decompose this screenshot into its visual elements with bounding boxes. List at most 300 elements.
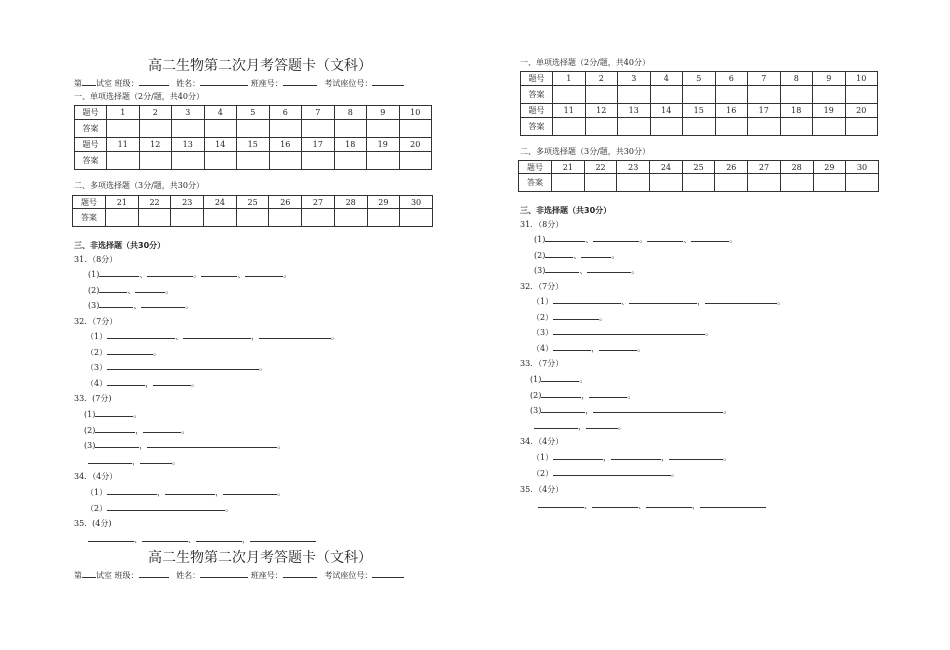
answer-cell[interactable] <box>618 118 651 136</box>
answer-blank[interactable] <box>250 534 316 542</box>
table-row <box>521 118 878 136</box>
table-row <box>75 120 432 138</box>
part-label: (2) <box>88 286 100 295</box>
part-label: (1) <box>534 235 546 244</box>
answer-blank[interactable] <box>107 378 145 386</box>
answer-cell[interactable] <box>139 120 172 138</box>
q-number-cell: 27 <box>748 161 781 174</box>
answer-cell[interactable] <box>813 118 846 136</box>
answer-blank[interactable] <box>599 343 637 351</box>
punct: 。 <box>153 348 162 357</box>
answer-blank[interactable] <box>553 343 591 351</box>
answer-cell[interactable] <box>399 152 432 170</box>
punct: 。 <box>259 363 268 372</box>
table-row <box>521 104 878 118</box>
answer-cell[interactable] <box>748 86 781 104</box>
punct: 。 <box>611 251 620 260</box>
answer-blank[interactable] <box>647 234 683 242</box>
name-label: 姓名： <box>176 571 201 580</box>
answer-cell[interactable] <box>780 118 813 136</box>
answer-cell[interactable] <box>748 174 781 192</box>
answer-blank[interactable] <box>592 500 638 508</box>
punct: 。 <box>283 270 292 279</box>
answer-cell[interactable] <box>683 118 716 136</box>
answer-cell[interactable] <box>334 152 367 170</box>
answer-blank[interactable] <box>135 285 165 293</box>
punct: ， <box>139 441 148 450</box>
answer-blank[interactable] <box>593 234 639 242</box>
q-number-cell: 25 <box>236 196 269 209</box>
part-label: （2） <box>532 313 554 322</box>
punct: 。 <box>277 441 286 450</box>
q33-part3-cont <box>534 421 626 432</box>
q33-part2 <box>530 390 635 401</box>
q34-head: 34．（4分） <box>74 472 118 481</box>
answer-blank[interactable] <box>705 296 777 304</box>
answer-cell[interactable] <box>813 86 846 104</box>
answer-cell[interactable] <box>682 174 715 192</box>
answer-blank[interactable] <box>99 269 139 277</box>
q-number-cell: 7 <box>302 106 335 120</box>
punct: ， <box>251 332 260 341</box>
q32-part2 <box>532 312 607 323</box>
class-blank[interactable] <box>139 569 169 578</box>
q-number-cell: 11 <box>107 138 140 152</box>
q-number-cell: 29 <box>813 161 846 174</box>
answer-cell[interactable] <box>650 86 683 104</box>
answer-cell[interactable] <box>367 120 400 138</box>
answer-blank[interactable] <box>107 503 225 511</box>
q-number-cell: 30 <box>400 196 433 209</box>
answer-blank[interactable] <box>99 300 133 308</box>
answer-cell[interactable] <box>204 209 237 227</box>
part-label: (1) <box>530 375 542 384</box>
q32-head: 32．（7分） <box>74 317 118 326</box>
punct: ， <box>157 488 166 497</box>
punct: 。 <box>277 488 286 497</box>
q-number-cell: 19 <box>367 138 400 152</box>
part-label: (2) <box>84 426 96 435</box>
answer-cell[interactable] <box>552 174 585 192</box>
name-blank[interactable] <box>200 77 248 86</box>
answer-cell[interactable] <box>172 120 205 138</box>
answer-blank[interactable] <box>553 452 603 460</box>
answer-blank[interactable] <box>545 250 573 258</box>
q-number-cell: 1 <box>553 72 586 86</box>
q-number-cell: 17 <box>748 104 781 118</box>
answer-cell[interactable] <box>650 174 683 192</box>
answer-cell[interactable] <box>172 152 205 170</box>
answer-cell[interactable] <box>683 86 716 104</box>
q32-part4 <box>86 378 199 389</box>
a-label-cell: 答案 <box>75 152 107 170</box>
answer-cell[interactable] <box>269 209 302 227</box>
q31-head: 31．（8分） <box>520 220 564 229</box>
answer-blank[interactable] <box>153 378 191 386</box>
a-label-cell: 答案 <box>521 118 553 136</box>
q-number-cell: 5 <box>237 106 270 120</box>
name-label: 姓名： <box>176 79 201 88</box>
answer-cell[interactable] <box>715 86 748 104</box>
answer-blank[interactable] <box>142 534 188 542</box>
answer-cell[interactable] <box>236 209 269 227</box>
seat-blank[interactable] <box>283 569 317 578</box>
answer-blank[interactable] <box>541 405 585 413</box>
q-number-cell: 6 <box>715 72 748 86</box>
answer-cell[interactable] <box>399 120 432 138</box>
answer-cell[interactable] <box>204 120 237 138</box>
q-number-cell: 19 <box>813 104 846 118</box>
q33-part2 <box>84 425 189 436</box>
punct: 。 <box>133 410 142 419</box>
a-label-cell: 答案 <box>75 120 107 138</box>
answer-blank[interactable] <box>545 265 579 273</box>
room-prefix: 第 <box>74 571 82 580</box>
punct: 。 <box>723 453 732 462</box>
answer-cell[interactable] <box>748 118 781 136</box>
left-nonchoice-title: 三、非选择题（共30分） <box>74 241 166 250</box>
punct: 。 <box>627 391 636 400</box>
answer-cell[interactable] <box>585 86 618 104</box>
answer-blank[interactable] <box>196 534 242 542</box>
answer-cell[interactable] <box>269 120 302 138</box>
answer-blank[interactable] <box>611 452 661 460</box>
class-blank[interactable] <box>139 77 169 86</box>
q34-part2 <box>86 503 233 514</box>
answer-blank[interactable] <box>553 468 671 476</box>
answer-cell[interactable] <box>780 86 813 104</box>
punct: ， <box>132 457 140 466</box>
q-label-cell: 题号 <box>521 72 553 86</box>
punct: 、 <box>188 535 196 544</box>
answer-blank[interactable] <box>88 534 134 542</box>
q-label-cell: 题号 <box>519 161 552 174</box>
answer-cell[interactable] <box>302 120 335 138</box>
answer-cell[interactable] <box>618 86 651 104</box>
answer-blank[interactable] <box>586 421 618 429</box>
punct: 。 <box>579 375 588 384</box>
right-multi-choice-table <box>518 160 879 192</box>
room-suffix: 试室 <box>96 571 112 580</box>
answer-cell[interactable] <box>617 174 650 192</box>
punct: 、 <box>585 235 594 244</box>
q-number-cell: 25 <box>682 161 715 174</box>
punct: 。 <box>185 301 194 310</box>
q32-part3 <box>532 327 713 338</box>
right-nonchoice-title: 三、非选择题（共30分） <box>520 206 612 215</box>
q-number-cell: 9 <box>813 72 846 86</box>
room-prefix: 第 <box>74 79 82 88</box>
answer-blank[interactable] <box>259 331 331 339</box>
answer-cell[interactable] <box>334 209 367 227</box>
answer-cell[interactable] <box>845 86 878 104</box>
punct: 。 <box>165 286 174 295</box>
table-row <box>521 72 878 86</box>
q-number-cell: 17 <box>302 138 335 152</box>
answer-blank[interactable] <box>534 421 578 429</box>
part-label: （3） <box>532 328 554 337</box>
answer-blank[interactable] <box>245 269 283 277</box>
room-blank[interactable] <box>82 569 96 578</box>
left-bottom-title: 高二生物第二次月考答题卡（文科） <box>148 550 372 566</box>
q34-part1 <box>86 487 285 498</box>
room-blank[interactable] <box>82 77 96 86</box>
answer-cell[interactable] <box>585 118 618 136</box>
punct: 。 <box>705 328 714 337</box>
exam-seat-label: 考试座位号： <box>324 571 373 580</box>
q31-part3 <box>88 300 193 311</box>
part-label: (3) <box>530 406 542 415</box>
punct: 。 <box>193 270 202 279</box>
q-number-cell: 28 <box>780 161 813 174</box>
right-multi-choice-title: 二、多项选择题（3分/题，共30分） <box>520 147 650 156</box>
punct: ， <box>242 535 250 544</box>
q-number-cell: 7 <box>748 72 781 86</box>
table-row <box>519 174 879 192</box>
answer-cell[interactable] <box>780 174 813 192</box>
room-suffix: 试室 <box>96 79 112 88</box>
answer-blank[interactable] <box>587 265 631 273</box>
answer-blank[interactable] <box>646 500 692 508</box>
answer-blank[interactable] <box>589 390 627 398</box>
punct: ， <box>581 391 590 400</box>
q-number-cell: 15 <box>237 138 270 152</box>
q31-part2 <box>88 285 173 296</box>
answer-cell[interactable] <box>400 209 433 227</box>
q-number-cell: 4 <box>650 72 683 86</box>
punct: 。 <box>618 422 626 431</box>
part-label: (3) <box>534 266 546 275</box>
punct: 。 <box>331 332 340 341</box>
punct: 、 <box>175 332 184 341</box>
q-label-cell: 题号 <box>75 138 107 152</box>
name-blank[interactable] <box>200 569 248 578</box>
answer-cell[interactable] <box>650 118 683 136</box>
q32-part1 <box>532 296 785 307</box>
q33-part3 <box>530 405 731 416</box>
punct: 、 <box>573 251 582 260</box>
answer-blank[interactable] <box>541 390 581 398</box>
q-number-cell: 8 <box>334 106 367 120</box>
seat-label: 班座号： <box>250 79 283 88</box>
answer-cell[interactable] <box>367 152 400 170</box>
left-multi-choice-title: 二、多项选择题（3分/题，共30分） <box>74 181 204 190</box>
answer-cell[interactable] <box>171 209 204 227</box>
punct: 。 <box>191 379 200 388</box>
answer-blank[interactable] <box>201 269 237 277</box>
q31-part1 <box>88 269 291 280</box>
q-number-cell: 21 <box>552 161 585 174</box>
q-label-cell: 题号 <box>73 196 106 209</box>
q33-head: 33．（7分） <box>520 359 564 368</box>
answer-cell[interactable] <box>846 174 879 192</box>
table-row <box>519 161 879 174</box>
q32-part4 <box>532 343 645 354</box>
table-row <box>75 106 432 120</box>
punct: 。 <box>723 406 732 415</box>
answer-blank[interactable] <box>581 250 611 258</box>
answer-cell[interactable] <box>845 118 878 136</box>
answer-blank[interactable] <box>147 440 277 448</box>
q-number-cell: 4 <box>204 106 237 120</box>
answer-blank[interactable] <box>143 425 181 433</box>
punct: ， <box>135 426 144 435</box>
answer-blank[interactable] <box>538 500 584 508</box>
part-label: （1） <box>86 332 108 341</box>
q-number-cell: 15 <box>683 104 716 118</box>
answer-blank[interactable] <box>95 409 133 417</box>
punct: ， <box>145 379 154 388</box>
answer-cell[interactable] <box>204 152 237 170</box>
left-sheet-title: 高二生物第二次月考答题卡（文科） <box>148 58 372 74</box>
left-bottom-info-line <box>74 569 404 581</box>
q-number-cell: 6 <box>269 106 302 120</box>
answer-blank[interactable] <box>107 487 157 495</box>
q-number-cell: 2 <box>585 72 618 86</box>
punct: 、 <box>237 270 246 279</box>
q31-part1 <box>534 234 737 245</box>
answer-cell[interactable] <box>237 152 270 170</box>
answer-cell[interactable] <box>302 152 335 170</box>
q-number-cell: 23 <box>617 161 650 174</box>
q-number-cell: 16 <box>269 138 302 152</box>
table-row <box>73 196 433 209</box>
answer-blank[interactable] <box>140 456 172 464</box>
answer-blank[interactable] <box>700 500 766 508</box>
answer-blank[interactable] <box>147 269 193 277</box>
answer-blank[interactable] <box>95 440 139 448</box>
answer-blank[interactable] <box>553 312 599 320</box>
answer-blank[interactable] <box>541 374 579 382</box>
part-label: （2） <box>86 504 108 513</box>
a-label-cell: 答案 <box>521 86 553 104</box>
answer-cell[interactable] <box>269 152 302 170</box>
answer-blank[interactable] <box>691 234 729 242</box>
answer-cell[interactable] <box>237 120 270 138</box>
q-label-cell: 题号 <box>75 106 107 120</box>
answer-blank[interactable] <box>88 456 132 464</box>
answer-blank[interactable] <box>553 296 621 304</box>
part-label: (3) <box>88 301 100 310</box>
answer-blank[interactable] <box>553 327 705 335</box>
punct: 。 <box>729 235 738 244</box>
q-number-cell: 30 <box>846 161 879 174</box>
answer-cell[interactable] <box>813 174 846 192</box>
punct: 。 <box>172 457 180 466</box>
q-number-cell: 10 <box>845 72 878 86</box>
punct: 。 <box>599 313 608 322</box>
answer-blank[interactable] <box>593 405 723 413</box>
answer-cell[interactable] <box>302 209 335 227</box>
answer-blank[interactable] <box>107 362 259 370</box>
right-single-choice-table <box>520 71 878 136</box>
exam-seat-blank[interactable] <box>372 569 404 578</box>
q-number-cell: 27 <box>302 196 335 209</box>
punct: 、 <box>621 297 630 306</box>
answer-cell[interactable] <box>367 209 400 227</box>
seat-blank[interactable] <box>283 77 317 86</box>
answer-cell[interactable] <box>106 209 139 227</box>
answer-blank[interactable] <box>165 487 215 495</box>
q35-blanks <box>88 534 316 545</box>
answer-cell[interactable] <box>715 174 748 192</box>
q-number-cell: 18 <box>334 138 367 152</box>
answer-blank[interactable] <box>99 285 127 293</box>
answer-blank[interactable] <box>95 425 135 433</box>
class-label: 班级： <box>114 79 139 88</box>
table-row <box>75 152 432 170</box>
q-number-cell: 24 <box>204 196 237 209</box>
left-single-choice-title: 一、单项选择题（2分/题，共40分） <box>74 92 204 101</box>
q-label-cell: 题号 <box>521 104 553 118</box>
punct: ， <box>585 406 594 415</box>
punct: 、 <box>584 501 592 510</box>
answer-cell[interactable] <box>553 118 586 136</box>
part-label: （2） <box>86 348 108 357</box>
q-number-cell: 22 <box>584 161 617 174</box>
punct: 。 <box>181 426 190 435</box>
part-label: (1) <box>88 270 100 279</box>
q-number-cell: 29 <box>367 196 400 209</box>
punct: 。 <box>777 297 786 306</box>
q32-part2 <box>86 347 161 358</box>
answer-blank[interactable] <box>223 487 277 495</box>
right-single-choice-title: 一、单项选择题（2分/题，共40分） <box>520 58 650 67</box>
answer-cell[interactable] <box>553 86 586 104</box>
q31-part2 <box>534 250 619 261</box>
q-number-cell: 1 <box>107 106 140 120</box>
q34-part2 <box>532 468 679 479</box>
answer-cell[interactable] <box>138 209 171 227</box>
answer-cell[interactable] <box>715 118 748 136</box>
punct: 。 <box>637 344 646 353</box>
table-row <box>521 86 878 104</box>
answer-blank[interactable] <box>669 452 723 460</box>
answer-blank[interactable] <box>629 296 697 304</box>
q33-part1 <box>530 374 587 385</box>
q33-part3 <box>84 440 285 451</box>
punct: ， <box>697 297 706 306</box>
answer-blank[interactable] <box>183 331 251 339</box>
q32-head: 32．（7分） <box>520 282 564 291</box>
exam-seat-label: 考试座位号： <box>324 79 373 88</box>
answer-blank[interactable] <box>107 331 175 339</box>
punct: 、 <box>579 266 588 275</box>
exam-seat-blank[interactable] <box>372 77 404 86</box>
answer-blank[interactable] <box>141 300 185 308</box>
answer-cell[interactable] <box>334 120 367 138</box>
left-info-line <box>74 77 404 89</box>
table-row <box>75 138 432 152</box>
q-number-cell: 5 <box>683 72 716 86</box>
answer-cell[interactable] <box>139 152 172 170</box>
part-label: (2) <box>534 251 546 260</box>
answer-blank[interactable] <box>107 347 153 355</box>
punct: ， <box>603 453 612 462</box>
part-label: (3) <box>84 441 96 450</box>
answer-cell[interactable] <box>107 120 140 138</box>
answer-cell[interactable] <box>584 174 617 192</box>
q-number-cell: 24 <box>650 161 683 174</box>
q34-head: 34．（4分） <box>520 437 564 446</box>
q-number-cell: 10 <box>399 106 432 120</box>
q-number-cell: 12 <box>139 138 172 152</box>
answer-cell[interactable] <box>107 152 140 170</box>
q35-head: 35．(4分) <box>74 519 112 528</box>
part-label: （3） <box>86 363 108 372</box>
answer-blank[interactable] <box>545 234 585 242</box>
punct: 、 <box>134 535 142 544</box>
